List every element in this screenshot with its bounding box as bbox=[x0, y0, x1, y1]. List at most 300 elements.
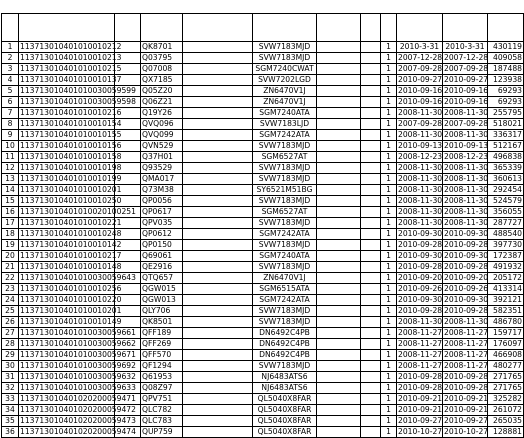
table-body bbox=[2, 42, 524, 438]
purchase-date-cell: 2010-09-27 bbox=[398, 75, 443, 84]
model-number-cell: SY6521M51BG bbox=[253, 185, 317, 196]
asset-code-cell: 113713010401010030059633 bbox=[20, 383, 136, 392]
in-use-date-cell: 2010-09-28 bbox=[444, 372, 489, 381]
unit-cell bbox=[361, 152, 381, 163]
purchase-date-cell: 2008-11-30 bbox=[398, 163, 443, 172]
plate-number-cell: QFF570 bbox=[141, 350, 183, 361]
original-value-cell: 488540 bbox=[488, 229, 524, 240]
asset-code-cell: 113713010401020200059472 bbox=[20, 405, 136, 414]
in-use-date-cell: 2008-11-30 bbox=[444, 174, 489, 183]
plate-number-cell: QLC783 bbox=[141, 416, 183, 427]
manufacturer-cell bbox=[317, 273, 361, 284]
unit-cell bbox=[361, 383, 381, 394]
vehicle-name-cell bbox=[183, 350, 253, 361]
manufacturer-cell bbox=[317, 119, 361, 130]
table-row bbox=[2, 262, 524, 273]
vehicle-name-cell bbox=[183, 361, 253, 372]
unit-cell bbox=[361, 174, 381, 185]
table-row bbox=[2, 86, 524, 97]
purchase-date-cell: 2010-09-28 bbox=[398, 262, 443, 271]
asset-code-cell: 113713010401010010212 bbox=[20, 42, 122, 51]
table-row bbox=[2, 405, 524, 416]
asset-code-cell: 113713010401010010148 bbox=[20, 262, 122, 271]
model-number-cell: SGM6515ATA bbox=[253, 284, 317, 295]
plate-number-cell: QVQ099 bbox=[141, 130, 183, 141]
manufacturer-cell bbox=[317, 295, 361, 306]
original-value-cell: 128881 bbox=[488, 427, 524, 438]
original-value-cell: 265035 bbox=[488, 416, 524, 427]
model-number-cell: DN6492C4PB bbox=[253, 328, 317, 339]
table-row bbox=[2, 350, 524, 361]
quantity-cell: 1 bbox=[381, 218, 397, 229]
vehicle-name-cell bbox=[183, 207, 253, 218]
unit-cell bbox=[361, 207, 381, 218]
row-index-cell: 17 bbox=[2, 218, 19, 229]
unit-cell bbox=[361, 394, 381, 405]
asset-code-cell: 113713010401010020100251 bbox=[20, 207, 136, 216]
asset-code-cell: 113713010401010030059599 bbox=[20, 86, 136, 95]
plate-number-cell: QP0617 bbox=[141, 207, 183, 218]
manufacturer-cell bbox=[317, 163, 361, 174]
manufacturer-cell bbox=[317, 350, 361, 361]
manufacturer-cell bbox=[317, 339, 361, 350]
header-cell bbox=[115, 14, 141, 42]
quantity-cell: 1 bbox=[381, 141, 397, 152]
unit-cell bbox=[361, 53, 381, 64]
unit-cell bbox=[361, 130, 381, 141]
model-number-cell: ZN6470V1J bbox=[253, 86, 317, 97]
in-use-date-cell: 2010-09-13 bbox=[444, 141, 489, 150]
plate-number-cell: Q69061 bbox=[141, 251, 183, 262]
row-index-cell: 35 bbox=[2, 416, 19, 427]
in-use-date-cell: 2010-09-27 bbox=[444, 75, 489, 84]
row-index-cell: 31 bbox=[2, 372, 19, 383]
manufacturer-cell bbox=[317, 97, 361, 108]
model-number-cell: SVW7183MJD bbox=[253, 317, 317, 328]
in-use-date-cell: 2010-09-27 bbox=[444, 416, 489, 425]
unit-cell bbox=[361, 427, 381, 438]
vehicle-name-cell bbox=[183, 229, 253, 240]
in-use-date-cell: 2008-11-27 bbox=[444, 361, 489, 370]
manufacturer-cell bbox=[317, 361, 361, 372]
original-value-cell: 518021 bbox=[488, 119, 524, 130]
vehicle-name-cell bbox=[183, 218, 253, 229]
plate-number-cell: QF1294 bbox=[141, 361, 183, 372]
row-index-cell: 25 bbox=[2, 306, 19, 317]
in-use-date-cell: 2007-09-28 bbox=[444, 64, 489, 73]
model-number-cell: SVW7183MJD bbox=[253, 218, 317, 229]
quantity-cell: 1 bbox=[381, 350, 397, 361]
plate-number-cell: Q37H01 bbox=[141, 152, 183, 163]
vehicle-name-cell bbox=[183, 405, 253, 416]
original-value-cell: 397730 bbox=[488, 240, 524, 251]
in-use-date-cell: 2008-11-27 bbox=[444, 350, 489, 359]
row-index-cell: 30 bbox=[2, 361, 19, 372]
purchase-date-cell: 2010-09-28 bbox=[398, 306, 443, 315]
model-number-cell: SGM6527AT bbox=[253, 207, 317, 218]
quantity-cell: 1 bbox=[381, 130, 397, 141]
asset-code-cell: 113713010401020200059471 bbox=[20, 394, 136, 403]
manufacturer-cell bbox=[317, 251, 361, 262]
model-number-cell: SGM7242ATA bbox=[253, 130, 317, 141]
vehicle-name-cell bbox=[183, 306, 253, 317]
table-row bbox=[2, 174, 524, 185]
quantity-cell: 1 bbox=[381, 229, 397, 240]
purchase-date-cell: 2010-09-20 bbox=[398, 273, 443, 282]
purchase-date-cell: 2010-09-30 bbox=[398, 251, 443, 260]
table-row bbox=[2, 42, 524, 53]
asset-code-cell: 113713010401010010256 bbox=[20, 284, 122, 293]
row-index-cell: 21 bbox=[2, 262, 19, 273]
vehicle-name-cell bbox=[183, 152, 253, 163]
quantity-cell: 1 bbox=[381, 427, 397, 438]
model-number-cell: QL5040X8FAR bbox=[253, 394, 317, 405]
manufacturer-cell bbox=[317, 372, 361, 383]
model-number-cell: SVW7183MJD bbox=[253, 196, 317, 207]
in-use-date-cell: 2010-09-28 bbox=[444, 240, 489, 249]
manufacturer-cell bbox=[317, 416, 361, 427]
vehicle-name-cell bbox=[183, 339, 253, 350]
in-use-date-cell: 2008-12-23 bbox=[444, 152, 489, 161]
purchase-date-cell: 2010-09-21 bbox=[398, 405, 443, 414]
row-index-cell: 7 bbox=[2, 108, 19, 119]
purchase-date-cell: 2008-12-23 bbox=[398, 152, 443, 161]
asset-code-cell: 113713010401010010156 bbox=[20, 141, 122, 150]
model-number-cell: SVW7202LGD bbox=[253, 75, 317, 86]
row-index-cell: 18 bbox=[2, 229, 19, 240]
quantity-cell: 1 bbox=[381, 64, 397, 75]
plate-number-cell: Q73M38 bbox=[141, 185, 183, 196]
vehicle-name-cell bbox=[183, 64, 253, 75]
original-value-cell: 123938 bbox=[488, 75, 524, 86]
quantity-cell: 1 bbox=[381, 119, 397, 130]
purchase-date-cell: 2010-09-30 bbox=[398, 229, 443, 238]
table-row bbox=[2, 361, 524, 372]
row-index-cell: 2 bbox=[2, 53, 19, 64]
model-number-cell: SGM7240ATA bbox=[253, 108, 317, 119]
quantity-cell: 1 bbox=[381, 86, 397, 97]
asset-code-cell: 113713010401010030059598 bbox=[20, 97, 136, 106]
plate-number-cell: QGW013 bbox=[141, 295, 183, 306]
in-use-date-cell: 2008-11-30 bbox=[444, 317, 489, 326]
asset-code-cell: 113713010401010010215 bbox=[20, 64, 122, 73]
model-number-cell: SVW7183MJD bbox=[253, 42, 317, 53]
header-cell bbox=[488, 14, 524, 42]
in-use-date-cell: 2010-09-21 bbox=[444, 405, 489, 414]
unit-cell bbox=[361, 97, 381, 108]
manufacturer-cell bbox=[317, 75, 361, 86]
plate-number-cell: QP0150 bbox=[141, 240, 183, 251]
quantity-cell: 1 bbox=[381, 328, 397, 339]
header-cell bbox=[2, 14, 19, 42]
model-number-cell: SVW7183MJD bbox=[253, 163, 317, 174]
vehicle-name-cell bbox=[183, 372, 253, 383]
vehicle-name-cell bbox=[183, 394, 253, 405]
original-value-cell: 512167 bbox=[488, 141, 524, 152]
table-row bbox=[2, 251, 524, 262]
plate-number-cell: QX7185 bbox=[141, 75, 183, 86]
asset-code-cell: 113713010401010030059671 bbox=[20, 350, 136, 359]
row-index-cell: 24 bbox=[2, 295, 19, 306]
in-use-date-cell: 2010-09-28 bbox=[444, 306, 489, 315]
original-value-cell: 69293 bbox=[488, 97, 524, 108]
purchase-date-cell: 2008-11-30 bbox=[398, 185, 443, 194]
quantity-cell: 1 bbox=[381, 284, 397, 295]
original-value-cell: 365339 bbox=[488, 163, 524, 174]
quantity-cell: 1 bbox=[381, 273, 397, 284]
header-cell bbox=[253, 14, 317, 42]
table-row bbox=[2, 152, 524, 163]
original-value-cell: 480277 bbox=[488, 361, 524, 372]
purchase-date-cell: 2010-09-21 bbox=[398, 394, 443, 403]
in-use-date-cell: 2010-09-30 bbox=[444, 295, 489, 304]
unit-cell bbox=[361, 416, 381, 427]
plate-number-cell: Q03795 bbox=[141, 53, 183, 64]
in-use-date-cell: 2010-09-16 bbox=[444, 86, 489, 95]
plate-number-cell: Q19Y26 bbox=[141, 108, 183, 119]
asset-table bbox=[1, 13, 524, 438]
manufacturer-cell bbox=[317, 42, 361, 53]
original-value-cell: 582351 bbox=[488, 306, 524, 317]
asset-code-cell: 113713010401010010158 bbox=[20, 152, 122, 161]
asset-code-cell: 113713010401010010221 bbox=[20, 218, 122, 227]
table-row bbox=[2, 394, 524, 405]
vehicle-name-cell bbox=[183, 86, 253, 97]
quantity-cell: 1 bbox=[381, 416, 397, 427]
purchase-date-cell: 2010-09-30 bbox=[398, 295, 443, 304]
asset-code-cell: 113713010401010010149 bbox=[20, 317, 122, 326]
manufacturer-cell bbox=[317, 229, 361, 240]
manufacturer-cell bbox=[317, 240, 361, 251]
row-index-cell: 34 bbox=[2, 405, 19, 416]
quantity-cell: 1 bbox=[381, 394, 397, 405]
model-number-cell: SVW7183MJD bbox=[253, 240, 317, 251]
unit-cell bbox=[361, 306, 381, 317]
quantity-cell: 1 bbox=[381, 251, 397, 262]
model-number-cell: SGM7240CWAT bbox=[253, 64, 317, 75]
unit-cell bbox=[361, 251, 381, 262]
original-value-cell: 271765 bbox=[488, 383, 524, 394]
table-row bbox=[2, 97, 524, 108]
original-value-cell: 325282 bbox=[488, 394, 524, 405]
manufacturer-cell bbox=[317, 262, 361, 273]
unit-cell bbox=[361, 372, 381, 383]
row-index-cell: 20 bbox=[2, 251, 19, 262]
model-number-cell: SVW7183MJD bbox=[253, 141, 317, 152]
quantity-cell: 1 bbox=[381, 174, 397, 185]
table-row bbox=[2, 53, 524, 64]
purchase-date-cell: 2007-12-28 bbox=[398, 53, 443, 62]
purchase-date-cell: 2008-11-30 bbox=[398, 218, 443, 227]
vehicle-name-cell bbox=[183, 273, 253, 284]
vehicle-name-cell bbox=[183, 75, 253, 86]
table-row bbox=[2, 185, 524, 196]
asset-code-cell: 113713010401010010213 bbox=[20, 53, 122, 62]
row-index-cell: 36 bbox=[2, 427, 19, 438]
manufacturer-cell bbox=[317, 108, 361, 119]
in-use-date-cell: 2010-09-30 bbox=[444, 251, 489, 260]
unit-cell bbox=[361, 64, 381, 75]
in-use-date-cell: 2008-11-30 bbox=[444, 196, 489, 205]
original-value-cell: 176097 bbox=[488, 339, 524, 350]
table-row bbox=[2, 163, 524, 174]
header-cell bbox=[397, 14, 443, 42]
asset-code-cell: 113713010401010030059692 bbox=[20, 361, 136, 370]
asset-code-cell: 113713010401010010248 bbox=[20, 229, 122, 238]
original-value-cell: 205172 bbox=[488, 273, 524, 284]
table-row bbox=[2, 64, 524, 75]
plate-number-cell: Q93529 bbox=[141, 163, 183, 174]
vehicle-name-cell bbox=[183, 383, 253, 394]
table-header bbox=[2, 14, 524, 42]
asset-code-cell: 113713010401010030059662 bbox=[20, 339, 136, 348]
unit-cell bbox=[361, 262, 381, 273]
asset-code-cell: 113713010401010010199 bbox=[20, 174, 122, 183]
manufacturer-cell bbox=[317, 427, 361, 438]
manufacturer-cell bbox=[317, 394, 361, 405]
manufacturer-cell bbox=[317, 185, 361, 196]
in-use-date-cell: 2010-09-20 bbox=[444, 273, 489, 282]
purchase-date-cell: 2008-11-27 bbox=[398, 361, 443, 370]
manufacturer-cell bbox=[317, 383, 361, 394]
plate-number-cell: QTQ657 bbox=[141, 273, 183, 284]
quantity-cell: 1 bbox=[381, 152, 397, 163]
original-value-cell: 466908 bbox=[488, 350, 524, 361]
row-index-cell: 23 bbox=[2, 284, 19, 295]
unit-cell bbox=[361, 328, 381, 339]
quantity-cell: 1 bbox=[381, 196, 397, 207]
model-number-cell: NJ6483ATS6 bbox=[253, 383, 317, 394]
table-row bbox=[2, 218, 524, 229]
model-number-cell: QL5040X8FAR bbox=[253, 427, 317, 438]
purchase-date-cell: 2008-11-30 bbox=[398, 108, 443, 117]
table-row bbox=[2, 196, 524, 207]
purchase-date-cell: 2010-09-16 bbox=[398, 97, 443, 106]
model-number-cell: DN6492C4PB bbox=[253, 339, 317, 350]
unit-cell bbox=[361, 196, 381, 207]
row-index-cell: 3 bbox=[2, 64, 19, 75]
header-cell bbox=[141, 14, 183, 42]
original-value-cell: 409058 bbox=[488, 53, 524, 64]
table-row bbox=[2, 372, 524, 383]
unit-cell bbox=[361, 163, 381, 174]
row-index-cell: 29 bbox=[2, 350, 19, 361]
row-index-cell: 13 bbox=[2, 174, 19, 185]
in-use-date-cell: 2010-09-16 bbox=[444, 97, 489, 106]
plate-number-cell: Q05Z20 bbox=[141, 86, 183, 97]
row-index-cell: 28 bbox=[2, 339, 19, 350]
asset-code-cell: 113713010401010010137 bbox=[20, 75, 122, 84]
vehicle-name-cell bbox=[183, 284, 253, 295]
in-use-date-cell: 2010-3-31 bbox=[443, 42, 488, 53]
unit-cell bbox=[361, 284, 381, 295]
unit-cell bbox=[361, 141, 381, 152]
row-index-cell: 12 bbox=[2, 163, 19, 174]
purchase-date-cell: 2010-3-31 bbox=[397, 42, 443, 53]
plate-number-cell: QP0056 bbox=[141, 196, 183, 207]
quantity-cell: 1 bbox=[381, 240, 397, 251]
vehicle-name-cell bbox=[183, 251, 253, 262]
purchase-date-cell: 2008-11-27 bbox=[398, 339, 443, 348]
row-index-cell: 14 bbox=[2, 185, 19, 196]
in-use-date-cell: 2007-09-28 bbox=[444, 119, 489, 128]
vehicle-name-cell bbox=[183, 196, 253, 207]
asset-code-cell: 113713010401010010220 bbox=[20, 295, 122, 304]
model-number-cell: SGM6527AT bbox=[253, 152, 317, 163]
asset-code-cell: 113713010401010010154 bbox=[20, 119, 122, 128]
plate-number-cell: QP0612 bbox=[141, 229, 183, 240]
table-row bbox=[2, 119, 524, 130]
quantity-cell: 1 bbox=[381, 317, 397, 328]
table-row bbox=[2, 229, 524, 240]
row-index-cell: 10 bbox=[2, 141, 19, 152]
vehicle-name-cell bbox=[183, 295, 253, 306]
asset-code-cell: 113713010401010010216 bbox=[20, 108, 122, 117]
unit-cell bbox=[361, 218, 381, 229]
model-number-cell: NJ6483ATS6 bbox=[253, 372, 317, 383]
vehicle-name-cell bbox=[183, 108, 253, 119]
model-number-cell: SVW7183MJD bbox=[253, 306, 317, 317]
plate-number-cell: QMA017 bbox=[141, 174, 183, 185]
asset-code-cell: 113713010401010010201 bbox=[20, 185, 122, 194]
header-cell bbox=[381, 14, 397, 42]
unit-cell bbox=[361, 185, 381, 196]
table-row bbox=[2, 427, 524, 438]
original-value-cell: 159717 bbox=[488, 328, 524, 339]
plate-number-cell: QK8501 bbox=[141, 317, 183, 328]
quantity-cell: 1 bbox=[381, 262, 397, 273]
quantity-cell: 1 bbox=[381, 361, 397, 372]
table-row bbox=[2, 317, 524, 328]
original-value-cell: 486780 bbox=[488, 317, 524, 328]
original-value-cell: 413314 bbox=[488, 284, 524, 295]
in-use-date-cell: 2008-11-30 bbox=[444, 130, 489, 139]
original-value-cell: 392121 bbox=[488, 295, 524, 306]
header-cell bbox=[443, 14, 488, 42]
in-use-date-cell: 2008-11-30 bbox=[444, 108, 489, 117]
unit-cell bbox=[361, 350, 381, 361]
quantity-cell: 1 bbox=[381, 163, 397, 174]
table-row bbox=[2, 141, 524, 152]
purchase-date-cell: 2008-11-30 bbox=[398, 207, 443, 216]
in-use-date-cell: 2010-09-30 bbox=[444, 229, 489, 238]
quantity-cell: 1 bbox=[381, 306, 397, 317]
in-use-date-cell: 2008-11-30 bbox=[444, 163, 489, 172]
vehicle-name-cell bbox=[183, 119, 253, 130]
plate-number-cell: QVN529 bbox=[141, 141, 183, 152]
row-index-cell: 27 bbox=[2, 328, 19, 339]
purchase-date-cell: 2007-09-28 bbox=[398, 64, 443, 73]
manufacturer-cell bbox=[317, 284, 361, 295]
purchase-date-cell: 2008-11-30 bbox=[398, 317, 443, 326]
vehicle-name-cell bbox=[183, 97, 253, 108]
asset-code-cell: 113713010401020200059474 bbox=[20, 427, 136, 436]
asset-code-cell: 113713010401010010155 bbox=[20, 130, 122, 139]
plate-number-cell: QLC782 bbox=[141, 405, 183, 416]
manufacturer-cell bbox=[317, 328, 361, 339]
unit-cell bbox=[361, 119, 381, 130]
row-index-cell: 11 bbox=[2, 152, 19, 163]
table-row bbox=[2, 295, 524, 306]
original-value-cell: 491932 bbox=[488, 262, 524, 273]
plate-number-cell: QFF189 bbox=[141, 328, 183, 339]
model-number-cell: SVW7183MJD bbox=[253, 174, 317, 185]
original-value-cell: 69293 bbox=[488, 86, 524, 97]
in-use-date-cell: 2010-09-26 bbox=[444, 284, 489, 293]
table-row bbox=[2, 207, 524, 218]
unit-cell bbox=[361, 108, 381, 119]
unit-cell bbox=[361, 75, 381, 86]
